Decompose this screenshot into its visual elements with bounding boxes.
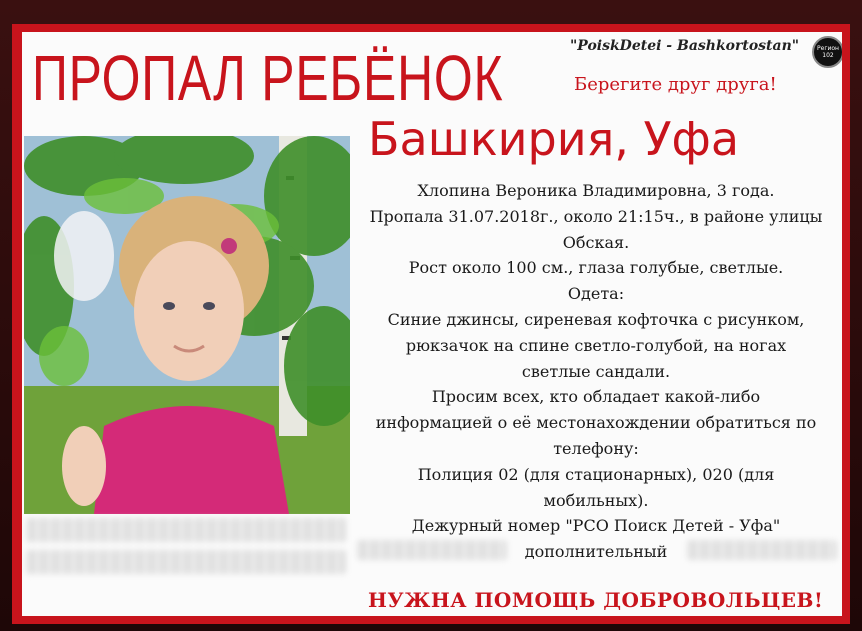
region-badge-number: 102 [822, 52, 834, 59]
description-line: дополнительный [524, 542, 668, 562]
redacted-phone [687, 540, 837, 560]
headline: ПРОПАЛ РЕБЁНОК [32, 42, 504, 114]
description-line: рюкзачок на спине светло-голубой, на ногах [405, 335, 787, 355]
region-badge [812, 36, 842, 68]
poster-sheet [22, 32, 842, 616]
redacted-text [26, 518, 346, 542]
description-line: Рост около 100 см., глаза голубые, светлые. [408, 258, 784, 278]
description-line: Просим всех, кто обладает какой-либо [431, 387, 761, 407]
description-line: Одета: [567, 284, 625, 304]
description-line: Полиция 02 (для стационарных), 020 (для [417, 464, 775, 484]
child-photo [24, 136, 350, 514]
description-line: светлые сандали. [521, 361, 671, 381]
description-line: Пропала 31.07.2018г., около 21:15ч., в районе улицы [369, 206, 823, 226]
city-title: Башкирия, Уфа [368, 112, 740, 166]
description-line: Дежурный номер "РСО Поиск Детей - Уфа" [411, 516, 781, 536]
description-line: Хлопина Вероника Владимировна, 3 года. [417, 181, 775, 200]
description-line: Обская. [562, 232, 630, 252]
description [348, 178, 842, 565]
brand-block [570, 36, 840, 106]
description-line: Синие джинсы, сиреневая кофточка с рисунком, [387, 309, 805, 329]
description-line: информацией о её местонахождении обратиться по [375, 413, 817, 433]
redacted-text [26, 550, 346, 574]
photo-illustration [24, 136, 350, 514]
brand-name: "PoiskDetei - Bashkortostan" [570, 38, 800, 54]
slogan: Берегите друг друга! [574, 74, 777, 95]
description-line: мобильных). [543, 490, 649, 510]
description-line: телефону: [553, 438, 639, 458]
volunteers-call: НУЖНА ПОМОЩЬ ДОБРОВОЛЬЦЕВ! [368, 588, 824, 612]
redacted-phone [357, 540, 507, 560]
region-badge-label: Регион [817, 45, 839, 52]
